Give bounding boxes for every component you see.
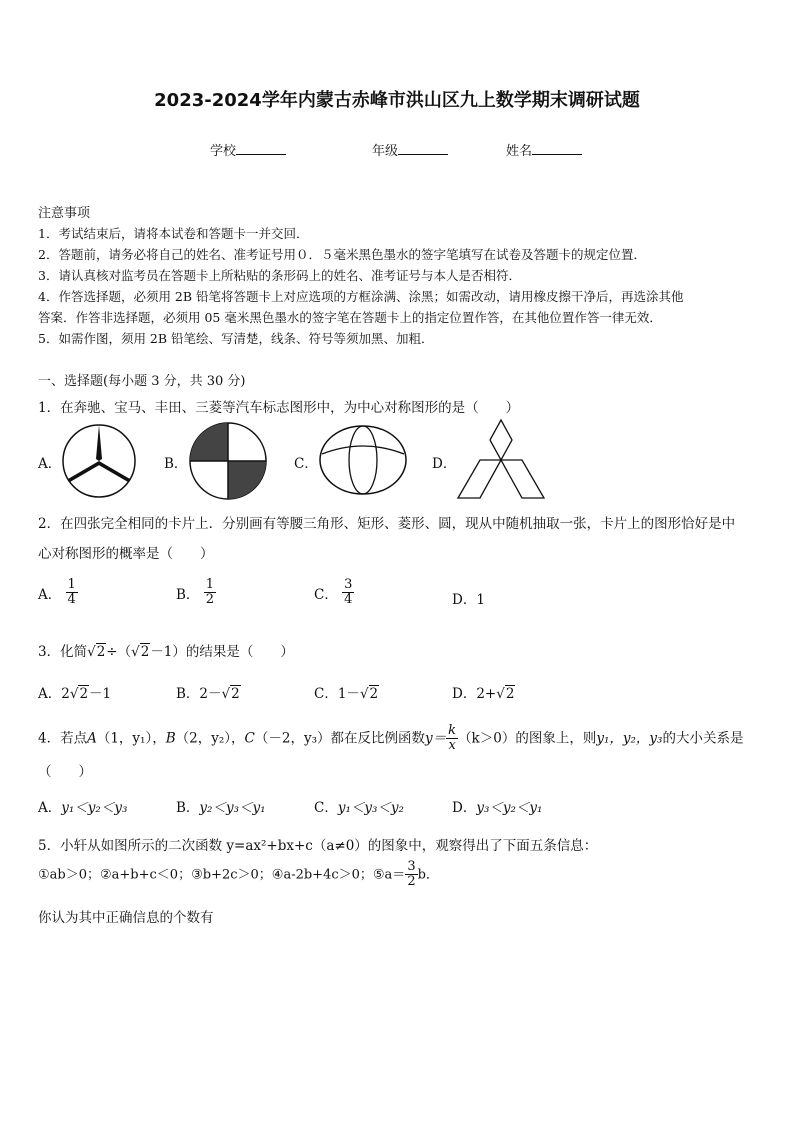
q2-option-d-label: D． <box>452 592 477 608</box>
toyota-logo-icon <box>318 424 408 500</box>
grade-label: 年级 <box>372 144 399 159</box>
question-2-stem: 2．在四张完全相同的卡片上．分别画有等腰三角形、矩形、菱形、圆，现从中随机抽取一张，卡片上的图形恰好是中 <box>38 516 736 532</box>
page-title: 2023-2024学年内蒙古赤峰市洪山区九上数学期末调研试题 <box>154 90 640 111</box>
q2-option-c-label: C． <box>314 586 338 603</box>
grade-blank <box>398 142 448 155</box>
question-1-stem: 1．在奔驰、宝马、丰田、三菱等汽车标志图形中，为中心对称图形的是（ ） <box>38 400 520 416</box>
q2-a-fraction: $\frac{1}{4}$ <box>67 577 76 608</box>
q4-option-d: D．y₃＜y₂＜y₁ <box>452 800 543 816</box>
name-blank <box>532 142 582 155</box>
question-5-statements: ①ab＞0；②a+b+c＜0；③b+2c＞0；④a-2b+4c＞0；⑤a＝ $\frac{3}{2}$ b． <box>38 859 439 890</box>
school-field <box>210 140 286 159</box>
q2-option-c <box>314 578 354 608</box>
school-blank <box>236 142 286 155</box>
note-item: 1．考试结束后，请将本试卷和答题卡一并交回． <box>38 226 309 241</box>
q3-option-c: C．1－√2 <box>314 686 379 702</box>
name-field <box>506 140 582 159</box>
note-item: 答案．作答非选择题，必须用 05 毫米黑色墨水的签字笔在答题卡上的指定位置作答，在其他位置作答一律无效． <box>38 310 662 325</box>
q2-b-fraction: $\frac{1}{2}$ <box>205 577 214 608</box>
q2-option-b <box>176 578 216 608</box>
q1-option-d-label: D． <box>432 456 457 472</box>
q3-option-d: D．2+√2 <box>452 686 515 702</box>
q4-option-a: A．y₁＜y₂＜y₃ <box>38 800 128 816</box>
question-5-stem: 5．小轩从如图所示的二次函数 y=ax²+bx+c（a≠0）的图象中，观察得出了下面五条信息： <box>38 838 598 854</box>
q1-option-b-label: B． <box>164 456 188 472</box>
note-item: 2．答题前，请务必将自己的姓名、准考证号用０．５毫米黑色墨水的签字笔填写在试卷及答题卡的规定位置． <box>38 247 646 262</box>
question-2-stem-cont: 心对称图形的概率是（ ） <box>38 546 214 562</box>
q1-option-a-label: A． <box>38 456 62 472</box>
q2-option-b-label: B． <box>176 586 200 603</box>
q4-option-b: B．y₂＜y₃＜y₁ <box>176 800 266 816</box>
q4-option-c: C．y₁＜y₃＜y₂ <box>314 800 404 816</box>
q4-k-over-x: $\frac{k}{x}$ <box>448 723 457 754</box>
notes-heading: 注意事项 <box>38 206 91 221</box>
question-3-stem: 3．化简√2÷（√2－1）的结果是（ ） <box>38 644 294 660</box>
benz-logo-icon <box>60 422 138 504</box>
q2-c-fraction: $\frac{3}{4}$ <box>344 577 353 608</box>
note-item: 3．请认真核对监考员在答题卡上所粘贴的条形码上的姓名、准考证号与本人是否相符． <box>38 268 521 283</box>
mitsubishi-logo-icon <box>456 418 546 506</box>
q2-option-a-label: A． <box>38 586 62 603</box>
q3-option-a: A．2√2－1 <box>38 686 112 702</box>
q2-option-a <box>38 578 78 608</box>
bmw-logo-icon <box>188 421 268 505</box>
q5-fraction: $\frac{3}{2}$ <box>407 859 416 890</box>
section-heading: 一、选择题(每小题 3 分，共 30 分) <box>38 374 246 389</box>
grade-field <box>372 140 448 159</box>
note-item: 5．如需作图，须用 2B 铅笔绘、写清楚，线条、符号等须加黑、加粗． <box>38 331 434 346</box>
question-4-stem: 4．若点A（1，y₁），B（2，y₂），C（－2，y₃）都在反比例函数y＝ $\frac{k}{x}$ （k＞0）的图象上，则y₁，y₂，y₃的大小关系是 <box>38 723 744 754</box>
name-label: 姓名 <box>506 144 533 159</box>
question-5-prompt: 你认为其中正确信息的个数有 <box>38 910 214 926</box>
note-item: 4．作答选择题，必须用 2B 铅笔将答题卡上对应选项的方框涂满、涂黑；如需改动，请用橡皮擦干净后，再选涂其他 <box>38 289 684 304</box>
q1-option-c-label: C． <box>294 456 318 472</box>
school-label: 学校 <box>210 144 237 159</box>
q3-option-b: B．2－√2 <box>176 686 240 702</box>
question-4-stem-cont: （ ） <box>38 764 92 780</box>
q2-option-d: D．1 <box>452 592 485 608</box>
